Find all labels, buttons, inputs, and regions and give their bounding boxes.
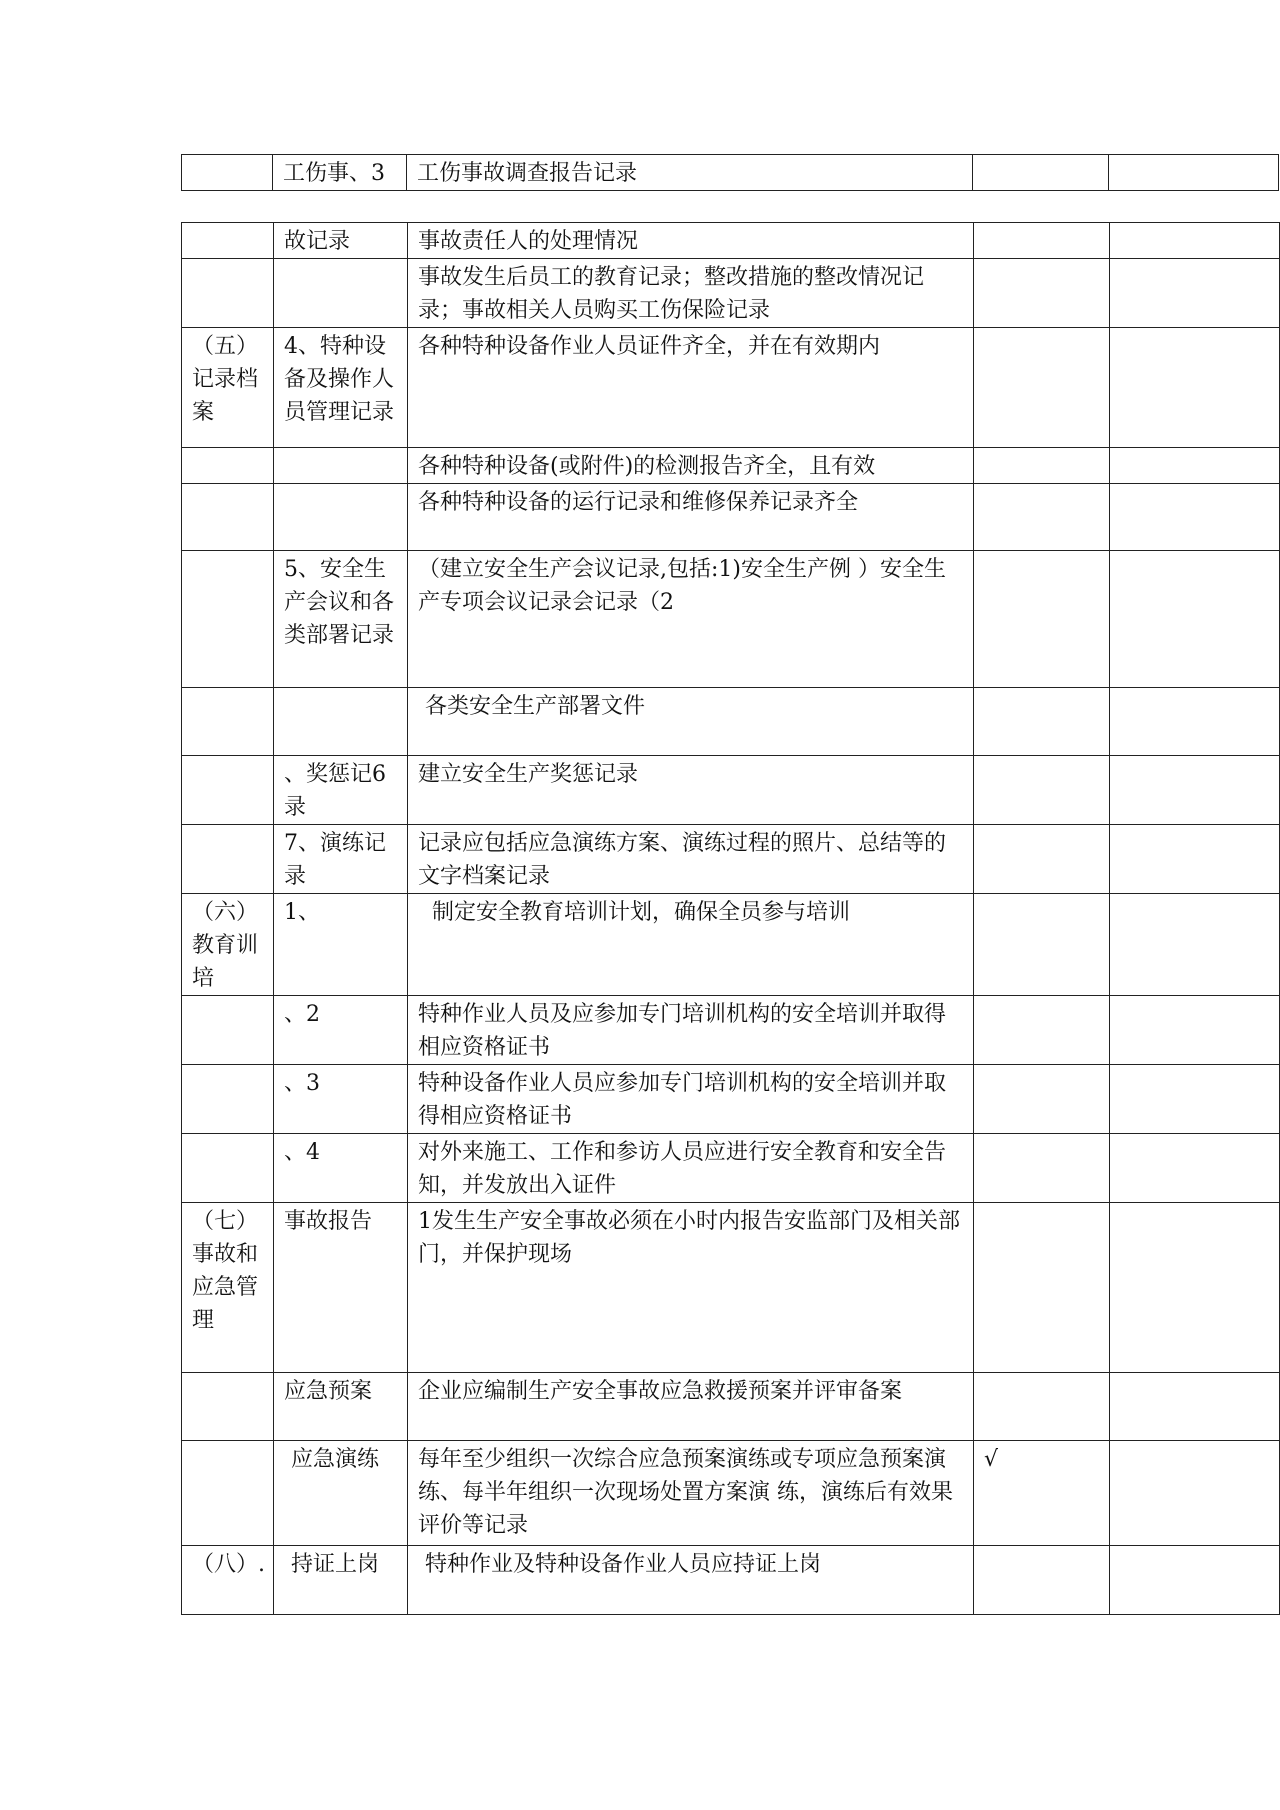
cell-check (974, 756, 1110, 825)
cell-category (182, 1373, 274, 1441)
records-table (181, 222, 1280, 1615)
cell-category: （五）记录档案 (182, 328, 274, 448)
cell-category (182, 1065, 274, 1134)
cell-item: 、奖惩记6录 (274, 756, 408, 825)
cell-remark (1110, 688, 1280, 756)
cell-category (182, 825, 274, 894)
cell-item: 应急演练 (274, 1441, 408, 1546)
table-row (182, 155, 1279, 191)
cell-check: √ (974, 1441, 1110, 1546)
cell-check (974, 1546, 1110, 1615)
cell-remark (1110, 756, 1280, 825)
cell-check (973, 155, 1109, 191)
table-row (182, 1546, 1280, 1615)
cell-requirement: 事故发生后员工的教育记录；整改措施的整改情况记录；事故相关人员购买工伤保险记录 (408, 259, 974, 328)
cell-requirement: 特种作业人员及应参加专门培训机构的安全培训并取得相应资格证书 (408, 996, 974, 1065)
cell-check (974, 1134, 1110, 1203)
cell-remark (1110, 1441, 1280, 1546)
cell-item: 1、 (274, 894, 408, 996)
cell-item: 5、安全生产会议和各类部署记录 (274, 551, 408, 688)
cell-item: 事故报告 (274, 1203, 408, 1373)
table-header-fragment (181, 154, 1279, 191)
cell-item: 7、演练记录 (274, 825, 408, 894)
cell-item: 应急预案 (274, 1373, 408, 1441)
cell-item: 、4 (274, 1134, 408, 1203)
cell-requirement: 建立安全生产奖惩记录 (408, 756, 974, 825)
table-row (182, 551, 1280, 688)
cell-requirement: 对外来施工、工作和参访人员应进行安全教育和安全告知，并发放出入证件 (408, 1134, 974, 1203)
cell-check (974, 223, 1110, 259)
cell-item: 持证上岗 (274, 1546, 408, 1615)
cell-remark (1110, 1546, 1280, 1615)
cell-requirement: 特种设备作业人员应参加专门培训机构的安全培训并取得相应资格证书 (408, 1065, 974, 1134)
cell-category (182, 259, 274, 328)
cell-item: 、3 (274, 1065, 408, 1134)
cell-remark (1110, 551, 1280, 688)
cell-category (182, 448, 274, 484)
cell-requirement: 各类安全生产部署文件 (408, 688, 974, 756)
table-row (182, 448, 1280, 484)
cell-check (974, 996, 1110, 1065)
table-row (182, 1203, 1280, 1373)
cell-category (182, 551, 274, 688)
cell-item (274, 484, 408, 551)
cell-category (182, 1134, 274, 1203)
cell-requirement: 每年至少组织一次综合应急预案演练或专项应急预案演练、每半年组织一次现场处置方案演 练，演练后有效果评价等记录 (408, 1441, 974, 1546)
cell-check (974, 1065, 1110, 1134)
cell-item: 工伤事、3 (273, 155, 407, 191)
cell-remark (1110, 328, 1280, 448)
table-row (182, 1065, 1280, 1134)
cell-remark (1110, 223, 1280, 259)
cell-requirement: 各种特种设备的运行记录和维修保养记录齐全 (408, 484, 974, 551)
cell-remark (1110, 1065, 1280, 1134)
cell-check (974, 1203, 1110, 1373)
cell-category (182, 1441, 274, 1546)
cell-requirement: 工伤事故调查报告记录 (407, 155, 973, 191)
cell-requirement: 各种特种设备作业人员证件齐全，并在有效期内 (408, 328, 974, 448)
cell-remark (1110, 1373, 1280, 1441)
cell-requirement: 各种特种设备(或附件)的检测报告齐全，且有效 (408, 448, 974, 484)
cell-check (974, 688, 1110, 756)
cell-requirement: 特种作业及特种设备作业人员应持证上岗 (408, 1546, 974, 1615)
cell-item (274, 688, 408, 756)
cell-remark (1110, 996, 1280, 1065)
table-row (182, 484, 1280, 551)
table-row (182, 223, 1280, 259)
table-row (182, 1441, 1280, 1546)
table-row (182, 825, 1280, 894)
cell-remark (1110, 448, 1280, 484)
cell-category: （七）事故和应急管理 (182, 1203, 274, 1373)
cell-category: （六）教育训 培 (182, 894, 274, 996)
cell-requirement: 企业应编制生产安全事故应急救援预案并评审备案 (408, 1373, 974, 1441)
table-body (182, 223, 1280, 1615)
table-row (182, 1373, 1280, 1441)
cell-requirement: 事故责任人的处理情况 (408, 223, 974, 259)
table-row (182, 1134, 1280, 1203)
table-row (182, 688, 1280, 756)
cell-requirement: 1发生生产安全事故必须在小时内报告安监部门及相关部门，并保护现场 (408, 1203, 974, 1373)
table-row (182, 328, 1280, 448)
cell-check (974, 1373, 1110, 1441)
cell-category (182, 484, 274, 551)
cell-remark (1110, 1203, 1280, 1373)
cell-remark (1110, 825, 1280, 894)
cell-check (974, 825, 1110, 894)
cell-requirement: 制定安全教育培训计划，确保全员参与培训 (408, 894, 974, 996)
cell-remark (1110, 1134, 1280, 1203)
cell-category (182, 155, 273, 191)
cell-check (974, 894, 1110, 996)
cell-item: 故记录 (274, 223, 408, 259)
cell-requirement: 记录应包括应急演练方案、演练过程的照片、总结等的文字档案记录 (408, 825, 974, 894)
cell-item: 4、特种设备及操作人员管理记录 (274, 328, 408, 448)
cell-item: 、2 (274, 996, 408, 1065)
cell-category (182, 223, 274, 259)
cell-category (182, 996, 274, 1065)
cell-item (274, 259, 408, 328)
table-row (182, 259, 1280, 328)
cell-category: （八）. (182, 1546, 274, 1615)
table-row (182, 756, 1280, 825)
cell-item (274, 448, 408, 484)
cell-remark (1110, 484, 1280, 551)
cell-category (182, 756, 274, 825)
table-row (182, 894, 1280, 996)
cell-remark (1109, 155, 1279, 191)
cell-check (974, 484, 1110, 551)
cell-check (974, 328, 1110, 448)
table-row (182, 996, 1280, 1065)
cell-requirement: （建立安全生产会议记录,包括:1)安全生产例 ）安全生产专项会议记录会记录（2 (408, 551, 974, 688)
cell-check (974, 259, 1110, 328)
cell-check (974, 551, 1110, 688)
cell-remark (1110, 259, 1280, 328)
cell-category (182, 688, 274, 756)
cell-remark (1110, 894, 1280, 996)
cell-check (974, 448, 1110, 484)
